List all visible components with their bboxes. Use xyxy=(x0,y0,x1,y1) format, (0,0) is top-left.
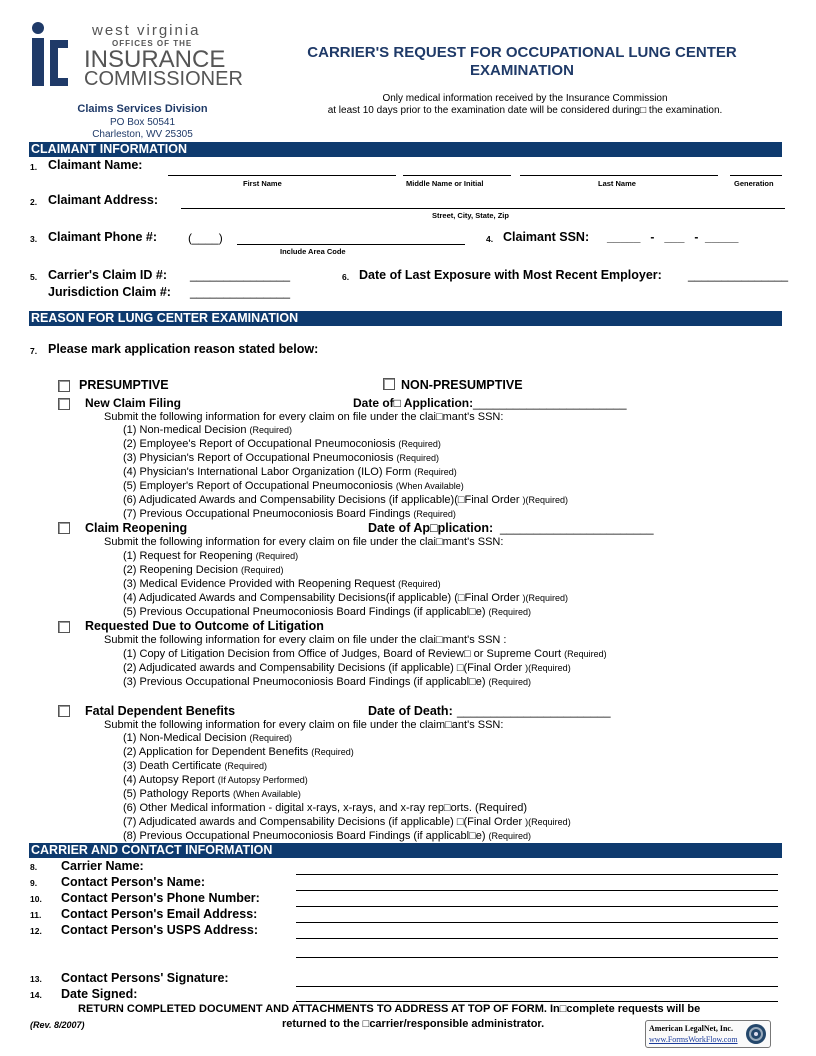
legalnet-badge[interactable] xyxy=(645,1020,771,1048)
requirement-item xyxy=(123,606,531,618)
requirement-text: (2) Reopening Decision xyxy=(123,564,238,576)
requirement-item xyxy=(123,550,298,562)
new-claim-title: New Claim Filing xyxy=(85,396,182,410)
requirement-text: (5) Pathology Reports xyxy=(123,788,230,800)
notice-line2: at least 10 days prior to the examination date will be considered during□ the examination. xyxy=(327,105,723,116)
requirement-item xyxy=(123,592,568,604)
requirement-text: (5) Employer's Report of Occupational Pneumoconiosis xyxy=(123,480,393,492)
new-claim-date-label: Date of□ Application: xyxy=(353,396,474,410)
section-claimant-information: CLAIMANT INFORMATION xyxy=(29,142,782,157)
carrier-field-input[interactable] xyxy=(296,986,778,987)
carrier-field-input[interactable] xyxy=(296,906,778,907)
requirement-status: (When Available) xyxy=(395,481,464,491)
non-presumptive-label: NON-PRESUMPTIVE xyxy=(401,378,523,392)
requirement-status: (Required) xyxy=(249,425,293,435)
item-number: 10. xyxy=(30,894,42,904)
form-title-line2: EXAMINATION xyxy=(470,62,574,79)
requirement-item xyxy=(123,480,464,492)
requirement-status: (Required) xyxy=(488,607,532,617)
requirement-item xyxy=(123,816,571,828)
item-number: 13. xyxy=(30,974,42,984)
requirement-status: (Required) xyxy=(224,761,267,771)
item-number: 11. xyxy=(30,910,42,920)
requirement-item xyxy=(123,648,607,660)
requirement-item xyxy=(123,494,568,506)
footer-line1: RETURN COMPLETED DOCUMENT AND ATTACHMENTS TO ADDRESS AT TOP OF FORM. In□complete requests will be xyxy=(78,1003,701,1015)
revision-date: (Rev. 8/2007) xyxy=(30,1020,85,1030)
requirement-item xyxy=(123,578,441,590)
requirement-status: )(Required) xyxy=(525,817,571,827)
requirement-status: (Required) xyxy=(414,467,457,477)
claimant-ssn-label: Claimant SSN: xyxy=(503,230,590,244)
requirement-text: (2) Adjudicated awards and Compensability Decisions (if applicable) □(Final Order xyxy=(123,662,523,674)
requirement-text: (6) Adjudicated Awards and Compensability Decisions (if applicable)(□Final Order xyxy=(123,494,520,506)
requirement-text: (3) Death Certificate xyxy=(123,760,222,772)
claimant-address-field[interactable] xyxy=(181,208,785,209)
item-number: 8. xyxy=(30,862,38,872)
requirement-status: (Required) xyxy=(398,439,441,449)
requirement-status: (Required) xyxy=(311,747,354,757)
item-number: 5. xyxy=(30,272,38,282)
carrier-claim-id-field[interactable]: _______________ xyxy=(190,268,291,282)
requirement-item xyxy=(123,830,531,842)
claimant-address-label: Claimant Address: xyxy=(48,193,158,207)
requirement-text: (7) Adjudicated awards and Compensability Decisions (if applicable) □(Final Order xyxy=(123,816,523,828)
carrier-field-label: Carrier Name: xyxy=(61,859,144,873)
carrier-field-label: Contact Person's Email Address: xyxy=(61,907,258,921)
fatal-date-label: Date of Death: xyxy=(368,704,453,718)
form-title-line1: CARRIER'S REQUEST FOR OCCUPATIONAL LUNG CENTER xyxy=(307,44,737,61)
division-pobox: PO Box 50541 xyxy=(109,117,176,128)
requirement-item xyxy=(123,438,441,450)
litigation-submit-text: Submit the following information for every claim on file under the clai□mant's SSN : xyxy=(104,634,507,646)
requirement-item xyxy=(123,662,571,674)
ic-logo-icon xyxy=(28,20,70,90)
requirement-text: (3) Medical Evidence Provided with Reopening Request xyxy=(123,578,396,590)
section-reason: REASON FOR LUNG CENTER EXAMINATION xyxy=(29,311,782,326)
claimant-phone-field[interactable] xyxy=(237,244,465,245)
requirement-item xyxy=(123,746,354,758)
requirement-text: (2) Application for Dependent Benefits xyxy=(123,746,309,758)
requirement-item xyxy=(123,508,456,520)
requirement-text: (3) Physician's Report of Occupational Pneumoconiosis xyxy=(123,452,394,464)
item-number: 1. xyxy=(30,162,38,172)
reopening-title: Claim Reopening xyxy=(85,521,188,535)
address-caption: Street, City, State, Zip xyxy=(432,211,509,220)
requirement-status: )(Required) xyxy=(525,663,571,673)
fatal-date-field[interactable]: _______________________ xyxy=(457,704,611,718)
litigation-title: Requested Due to Outcome of Litigation xyxy=(85,619,324,633)
carrier-field-label: Contact Person's Name: xyxy=(61,875,205,889)
requirement-text: (3) Previous Occupational Pneumoconiosis Board Findings (if applicabl□e) xyxy=(123,676,486,688)
carrier-field-label: Contact Person's Phone Number: xyxy=(61,891,260,905)
new-claim-submit-text: Submit the following information for every claim on file under the clai□mant's SSN: xyxy=(104,411,504,423)
middle-name-field[interactable] xyxy=(403,175,511,176)
requirement-text: (4) Adjudicated Awards and Compensability Decisions(if applicable) (□Final Order xyxy=(123,592,520,604)
requirement-item xyxy=(123,466,457,478)
requirement-status: )(Required) xyxy=(522,495,569,505)
first-name-field[interactable] xyxy=(168,175,396,176)
item-number: 4. xyxy=(486,234,494,244)
reopening-date-label: Date of Ap□plication: xyxy=(368,521,494,535)
legalnet-name: American LegalNet, Inc. xyxy=(649,1024,733,1033)
requirement-item xyxy=(123,802,527,814)
item-number: 9. xyxy=(30,878,38,888)
requirement-text: (2) Employee's Report of Occupational Pneumoconiosis xyxy=(123,438,396,450)
requirement-item xyxy=(123,732,292,744)
requirement-text: (1) Non-medical Decision xyxy=(123,424,247,436)
requirement-item xyxy=(123,564,283,576)
reopening-date-field[interactable]: _______________________ xyxy=(500,521,654,535)
item-number: 6. xyxy=(342,272,350,282)
carrier-field-label: Date Signed: xyxy=(61,987,138,1001)
item-number: 14. xyxy=(30,990,42,1000)
claimant-phone-label: Claimant Phone #: xyxy=(48,230,158,244)
requirement-status: (Required) xyxy=(396,453,440,463)
requirement-item xyxy=(123,676,531,688)
logo xyxy=(28,20,253,90)
area-code-field[interactable]: (____) xyxy=(188,231,223,245)
requirement-status: (If Autopsy Performed) xyxy=(217,775,308,785)
carrier-field-input[interactable] xyxy=(296,938,778,939)
requirement-status: (Required) xyxy=(413,509,456,519)
carrier-field-label: Contact Persons' Signature: xyxy=(61,971,229,985)
first-name-caption: First Name xyxy=(243,179,282,188)
item-number: 3. xyxy=(30,234,38,244)
division-city: Charleston, WV 25305 xyxy=(92,129,193,140)
carrier-field-input[interactable] xyxy=(296,874,778,875)
litigation-checkbox[interactable] xyxy=(58,621,70,633)
item-number: 7. xyxy=(30,346,38,356)
logo-line-offices: OFFICES OF THE xyxy=(112,39,193,48)
requirement-text: (8) Previous Occupational Pneumoconiosis Board Findings (if applicabl□e) xyxy=(123,830,486,842)
requirement-item xyxy=(123,452,439,464)
requirement-status: (Required) xyxy=(255,551,299,561)
requirement-item xyxy=(123,774,308,786)
legalnet-url[interactable]: www.FormsWorkFlow.com xyxy=(649,1035,738,1044)
requirement-status: (Required) xyxy=(488,677,532,687)
logo-line-commissioner: COMMISSIONER xyxy=(84,68,243,90)
requirement-text: (6) Other Medical information - digital x-rays, x-rays, and x-ray rep□orts. (Required) xyxy=(123,802,527,814)
last-exposure-label: Date of Last Exposure with Most Recent Employer: xyxy=(359,268,662,282)
requirement-status: (When Available) xyxy=(233,789,301,799)
claimant-ssn-field[interactable]: _____ - ___ - _____ xyxy=(607,230,739,244)
division-name: Claims Services Division xyxy=(77,103,208,115)
carrier-field-input[interactable] xyxy=(296,922,778,923)
reopening-checkbox[interactable] xyxy=(58,522,70,534)
fatal-title: Fatal Dependent Benefits xyxy=(85,704,236,718)
carrier-field-input[interactable] xyxy=(296,890,778,891)
requirement-status: (Required) xyxy=(240,565,284,575)
logo-line-state: west virginia xyxy=(92,22,201,39)
last-exposure-field[interactable]: _______________ xyxy=(688,268,789,282)
globe-icon xyxy=(744,1022,768,1046)
item-number: 2. xyxy=(30,197,38,207)
carrier-field-label: Contact Person's USPS Address: xyxy=(61,923,259,937)
last-name-caption: Last Name xyxy=(598,179,636,188)
reason-prompt: Please mark application reason stated below: xyxy=(48,342,319,356)
claimant-name-label: Claimant Name: xyxy=(48,158,143,172)
requirement-item xyxy=(123,788,301,800)
requirement-status: (Required) xyxy=(249,733,293,743)
area-code-caption: Include Area Code xyxy=(280,247,346,256)
requirement-item xyxy=(123,424,292,436)
carrier-field-input[interactable] xyxy=(296,1001,778,1002)
non-presumptive-checkbox[interactable] xyxy=(383,378,395,390)
logo-line-insurance: INSURANCE xyxy=(84,46,226,73)
generation-caption: Generation xyxy=(734,179,774,188)
presumptive-label: PRESUMPTIVE xyxy=(79,378,169,392)
new-claim-date-field[interactable]: _______________________ xyxy=(473,396,627,410)
fatal-submit-text: Submit the following information for every claim on file under the claim□ant's SSN: xyxy=(104,719,504,731)
jurisdiction-claim-field[interactable]: _______________ xyxy=(190,285,291,299)
last-name-field[interactable] xyxy=(520,175,718,176)
footer-line2: returned to the □carrier/responsible administrator. xyxy=(282,1018,545,1030)
requirement-text: (4) Physician's International Labor Organization (ILO) Form xyxy=(123,466,412,478)
requirement-status: (Required) xyxy=(398,579,441,589)
reopening-submit-text: Submit the following information for every claim on file under the clai□mant's SSN: xyxy=(104,536,504,548)
requirement-item xyxy=(123,760,267,772)
requirement-text: (5) Previous Occupational Pneumoconiosis Board Findings (if applicabl□e) xyxy=(123,606,486,618)
item-number: 12. xyxy=(30,926,42,936)
section-carrier-contact: CARRIER AND CONTACT INFORMATION xyxy=(29,843,782,858)
notice-line1: Only medical information received by the Insurance Commission xyxy=(382,93,668,104)
requirement-status: (Required) xyxy=(488,831,532,841)
requirement-text: (7) Previous Occupational Pneumoconiosis Board Findings xyxy=(123,508,411,520)
new-claim-checkbox[interactable] xyxy=(58,398,70,410)
requirement-text: (1) Non-Medical Decision xyxy=(123,732,247,744)
requirement-text: (4) Autopsy Report xyxy=(123,774,215,786)
usps-address-line[interactable] xyxy=(296,957,778,958)
jurisdiction-claim-label: Jurisdiction Claim #: xyxy=(48,285,171,299)
requirement-text: (1) Request for Reopening xyxy=(123,550,253,562)
presumptive-checkbox[interactable] xyxy=(58,380,70,392)
requirement-status: )(Required) xyxy=(522,593,569,603)
generation-field[interactable] xyxy=(730,175,782,176)
carrier-claim-id-label: Carrier's Claim ID #: xyxy=(48,268,167,282)
fatal-checkbox[interactable] xyxy=(58,705,70,717)
middle-name-caption: Middle Name or Initial xyxy=(406,179,484,188)
requirement-text: (1) Copy of Litigation Decision from Office of Judges, Board of Review□ or Supreme Court xyxy=(123,648,562,660)
requirement-status: (Required) xyxy=(564,649,607,659)
